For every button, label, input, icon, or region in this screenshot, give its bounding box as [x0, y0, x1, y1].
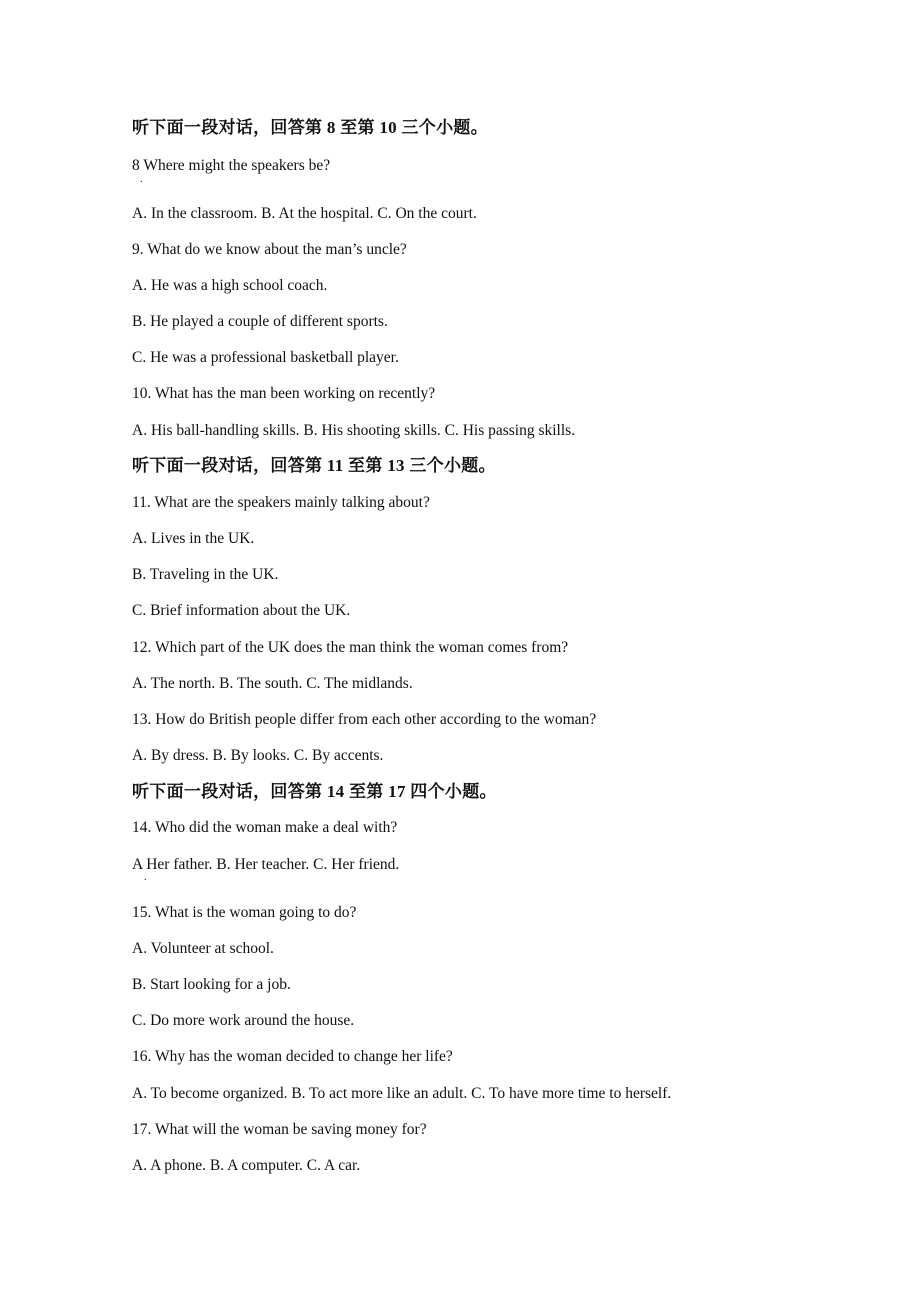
- option-9a: A. He was a high school coach.: [132, 277, 328, 294]
- question-12: 12. Which part of the UK does the man think the woman comes from?: [132, 639, 569, 656]
- stray-dot-mark: .: [144, 872, 147, 883]
- section-heading-8-10: 听下面一段对话，回答第 8 至第 10 三个小题。: [132, 118, 488, 137]
- options-8: A. In the classroom. B. At the hospital. C. On the court.: [132, 205, 477, 222]
- options-12: A. The north. B. The south. C. The midlands.: [132, 675, 413, 692]
- option-11a: A. Lives in the UK.: [132, 530, 255, 547]
- option-15b: B. Start looking for a job.: [132, 976, 291, 993]
- options-16: A. To become organized. B. To act more like an adult. C. To have more time to herself.: [132, 1085, 672, 1102]
- question-13: 13. How do British people differ from each other according to the woman?: [132, 711, 597, 728]
- options-13: A. By dress. B. By looks. C. By accents.: [132, 747, 384, 764]
- question-9: 9. What do we know about the man’s uncle?: [132, 241, 407, 258]
- stray-dot-mark: .: [140, 174, 143, 185]
- section-heading-14-17: 听下面一段对话，回答第 14 至第 17 四个小题。: [132, 782, 497, 801]
- option-9b: B. He played a couple of different sports.: [132, 313, 388, 330]
- question-11: 11. What are the speakers mainly talking about?: [132, 494, 430, 511]
- options-10: A. His ball-handling skills. B. His shooting skills. C. His passing skills.: [132, 422, 576, 439]
- option-15a: A. Volunteer at school.: [132, 940, 274, 957]
- option-15c: C. Do more work around the house.: [132, 1012, 355, 1029]
- question-10: 10. What has the man been working on recently?: [132, 385, 436, 402]
- options-17: A. A phone. B. A computer. C. A car.: [132, 1157, 361, 1174]
- question-8: 8 Where might the speakers be?: [132, 157, 331, 174]
- question-15: 15. What is the woman going to do?: [132, 904, 357, 921]
- question-14: 14. Who did the woman make a deal with?: [132, 819, 398, 836]
- option-9c: C. He was a professional basketball player.: [132, 349, 399, 366]
- option-11b: B. Traveling in the UK.: [132, 566, 279, 583]
- question-16: 16. Why has the woman decided to change her life?: [132, 1048, 453, 1065]
- question-17: 17. What will the woman be saving money for?: [132, 1121, 427, 1138]
- section-heading-11-13: 听下面一段对话，回答第 11 至第 13 三个小题。: [132, 456, 496, 475]
- options-14: A Her father. B. Her teacher. C. Her friend.: [132, 856, 400, 873]
- option-11c: C. Brief information about the UK.: [132, 602, 351, 619]
